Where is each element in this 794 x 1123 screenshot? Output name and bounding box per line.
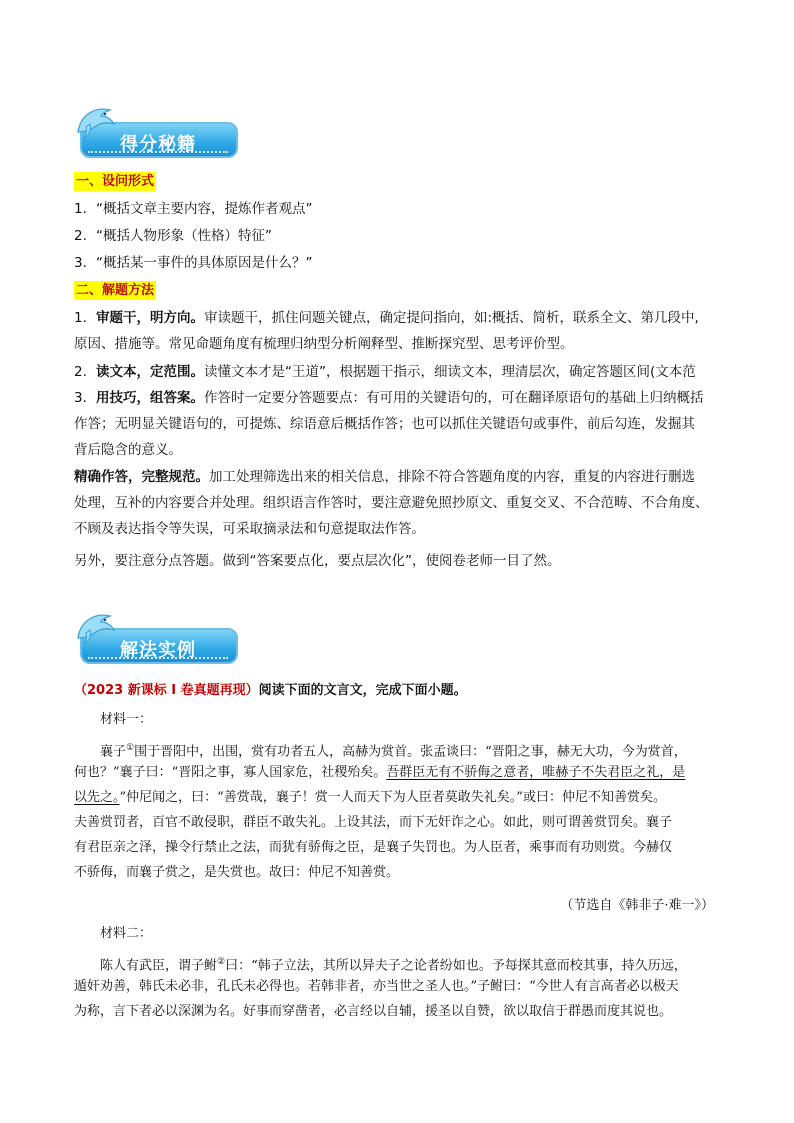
section-heading-solution-methods: 二、解题方法 bbox=[76, 283, 155, 298]
underlined-sentence: 吾群臣无有不骄侮之意者，唯赫子不失君臣之礼，是 bbox=[386, 765, 686, 780]
section-heading-question-forms: 一、设问形式 bbox=[76, 174, 155, 189]
material-2-line: 为称，言下者必以深渊为名。好事而穿凿者，必言经以自辅，援圣以自赞，欲以取信于群愚而度其说也。 bbox=[74, 1004, 673, 1019]
banner-label: 解法实例 bbox=[120, 640, 196, 661]
method-item-1: 1. 审题干，明方向。审读题干，抓住问题关键点，确定提问指向，如:概括、简析，联系全文、第几段中, bbox=[74, 310, 699, 326]
material-2-line: 遁奸劝善，韩氏未必非，孔氏未必得也。若韩非者，亦当世之圣人也。”子鲋曰：“今世人有言高者必以极天 bbox=[74, 979, 679, 994]
banner-wave bbox=[88, 151, 228, 157]
dolphin-icon bbox=[74, 608, 118, 648]
material-2-label: 材料二： bbox=[100, 926, 153, 941]
method-item-2: 2. 读文本，定范围。读懂文本才是“王道”，根据题干指示，细读文本，理清层次，确定答题区间(文本范 bbox=[74, 364, 696, 380]
banner-wave bbox=[88, 657, 228, 663]
precise-answer-paragraph: 精确作答，完整规范。加工处理筛选出来的相关信息，排除不符合答题角度的内容，重复的内容进行删选 bbox=[74, 469, 695, 485]
underlined-sentence: 以先之。 bbox=[74, 790, 120, 805]
method-item-3-cont: 作答；无明显关键语句的，可提炼、综语意后概括作答；也可以抓住关键语句或事件，前后勾连，发掘其 bbox=[74, 416, 695, 432]
banner-label: 得分秘籍 bbox=[120, 134, 196, 155]
material-1-label: 材料一： bbox=[100, 712, 153, 727]
exam-source: （2023 新课标 I 卷真题再现） bbox=[74, 683, 259, 698]
material-1-line: 襄子①围于晋阳中，出围，赏有功者五人，高赫为赏首。张孟谈曰：“晋阳之事，赫无大功，今为赏首， bbox=[100, 743, 687, 760]
method-item-3-cont: 背后隐含的意义。 bbox=[74, 442, 182, 458]
method-item-3: 3. 用技巧，组答案。作答时一定要分答题要点：有可用的关键语句的，可在翻译原语句的基础上归纳概括 bbox=[74, 390, 704, 406]
section-banner-worked-example bbox=[74, 614, 239, 666]
material-1-line: 有君臣亲之泽，操令行禁止之法，而犹有骄侮之臣，是襄子失罚也。为人臣者，乘事而有功则赏。今赫仅 bbox=[74, 840, 673, 855]
material-1-line: 夫善赏罚者，百官不敢侵职，群臣不敢失礼。上设其法，而下无奸诈之心。如此，则可谓善赏罚矣。襄子 bbox=[74, 815, 673, 830]
example-instruction: 阅读下面的文言文，完成下面小题。 bbox=[258, 683, 467, 698]
precise-answer-cont: 不顾及表达指令等失误，可采取摘录法和句意提取法作答。 bbox=[74, 521, 425, 537]
list-item: 3. “概括某一事件的具体原因是什么？” bbox=[74, 255, 313, 271]
example-prompt bbox=[74, 681, 467, 701]
material-1-line: 以先之。”仲尼闻之，曰：“善赏哉，襄子！赏一人而天下为人臣者莫敢失礼矣。”或曰：仲尼不知善赏矣。 bbox=[74, 790, 666, 805]
material-1-line: 何也？”襄子曰：“晋阳之事，寡人国家危，社稷殆矣。吾群臣无有不骄侮之意者，唯赫子不失君臣之礼，是 bbox=[74, 765, 686, 780]
material-1-source: （节选自《韩非子·难一》） bbox=[560, 898, 714, 913]
closing-note: 另外，要注意分点答题。做到“答案要点化，要点层次化”，使阅卷老师一目了然。 bbox=[74, 553, 561, 569]
section-banner-scoring-tips bbox=[74, 108, 239, 160]
list-item: 1. “概括文章主要内容，提炼作者观点” bbox=[74, 201, 313, 217]
precise-answer-cont: 处理，互补的内容要合并处理。组织语言作答时，要注意避免照抄原文、重复交叉、不合范畴、不合角度、 bbox=[74, 495, 709, 511]
list-item: 2. “概括人物形象（性格）特征” bbox=[74, 228, 272, 244]
material-1-line: 不骄侮，而襄子赏之，是失赏也。故曰：仲尼不知善赏。 bbox=[74, 865, 400, 880]
method-item-1-cont: 原因、措施等。常见命题角度有梳理归纳型分析阐释型、推断探究型、思考评价型。 bbox=[74, 336, 574, 352]
dolphin-icon bbox=[74, 102, 118, 142]
material-2-line: 陈人有武臣，谓子鲋②曰：“韩子立法，其所以异夫子之论者纷如也。予每探其意而校其事，持久历远， bbox=[100, 957, 687, 974]
